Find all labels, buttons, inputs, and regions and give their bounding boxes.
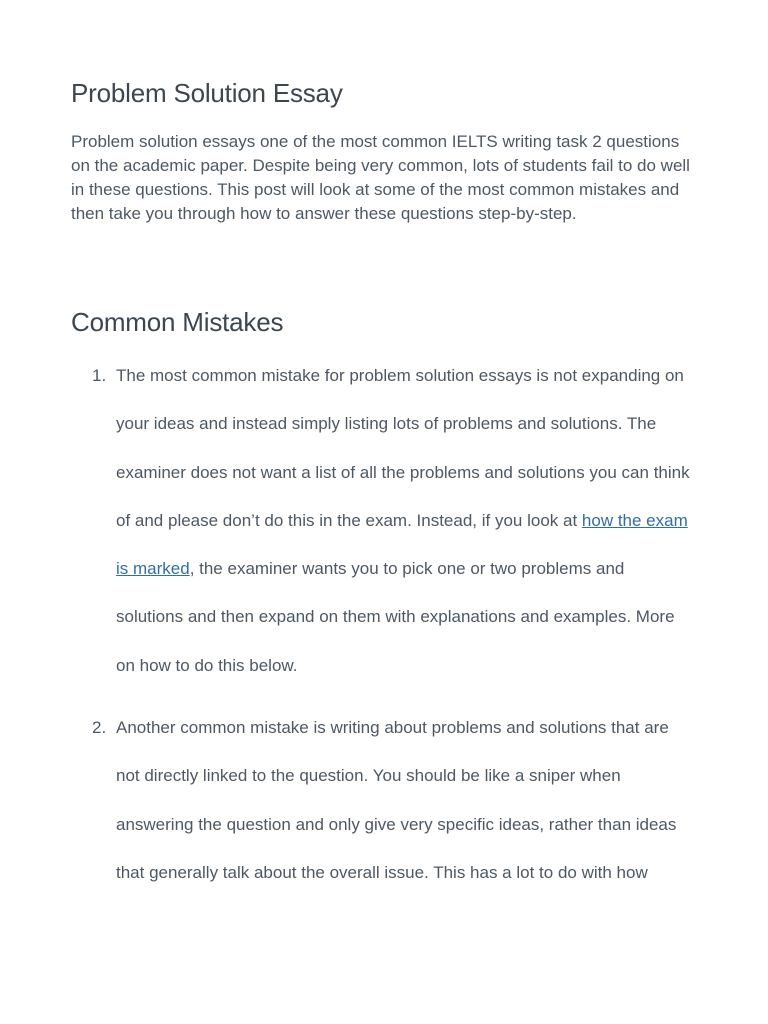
list-item bbox=[71, 352, 696, 690]
list-item-number: 2. bbox=[92, 718, 107, 738]
list-item bbox=[71, 704, 696, 897]
list-item-text: The most common mistake for problem solution essays is not expanding on your ideas and instead simply listing lots of problems and solutions. The examiner does not want a list of all the problems and solutions you can think of and please don’t do this in the exam. Instead, if you look at bbox=[116, 366, 690, 530]
page-title: Problem Solution Essay bbox=[71, 78, 343, 108]
list-item-text-continued: , the examiner wants you to pick one or two problems and solutions and then expand on them with explanations and examples. More on how to do this below. bbox=[116, 559, 675, 675]
list-item-text: Another common mistake is writing about problems and solutions that are not directly linked to the question. You should be like a sniper when answering the question and only give very specific ideas, rather than ideas that generally talk about the overall issue. This has a lot to do with how bbox=[116, 718, 677, 882]
section-heading: Common Mistakes bbox=[71, 307, 284, 337]
intro-paragraph: Problem solution essays one of the most common IELTS writing task 2 questions on the academic paper. Despite being very common, lots of students fail to do well in these questions. This post will look at some of the most common mistakes and then take you through how to answer these questions step-by-step. bbox=[71, 132, 690, 223]
exam-marking-link[interactable]: how the exam is marked bbox=[116, 510, 688, 579]
list-item-number: 1. bbox=[92, 366, 107, 385]
mistakes-list bbox=[71, 352, 711, 897]
